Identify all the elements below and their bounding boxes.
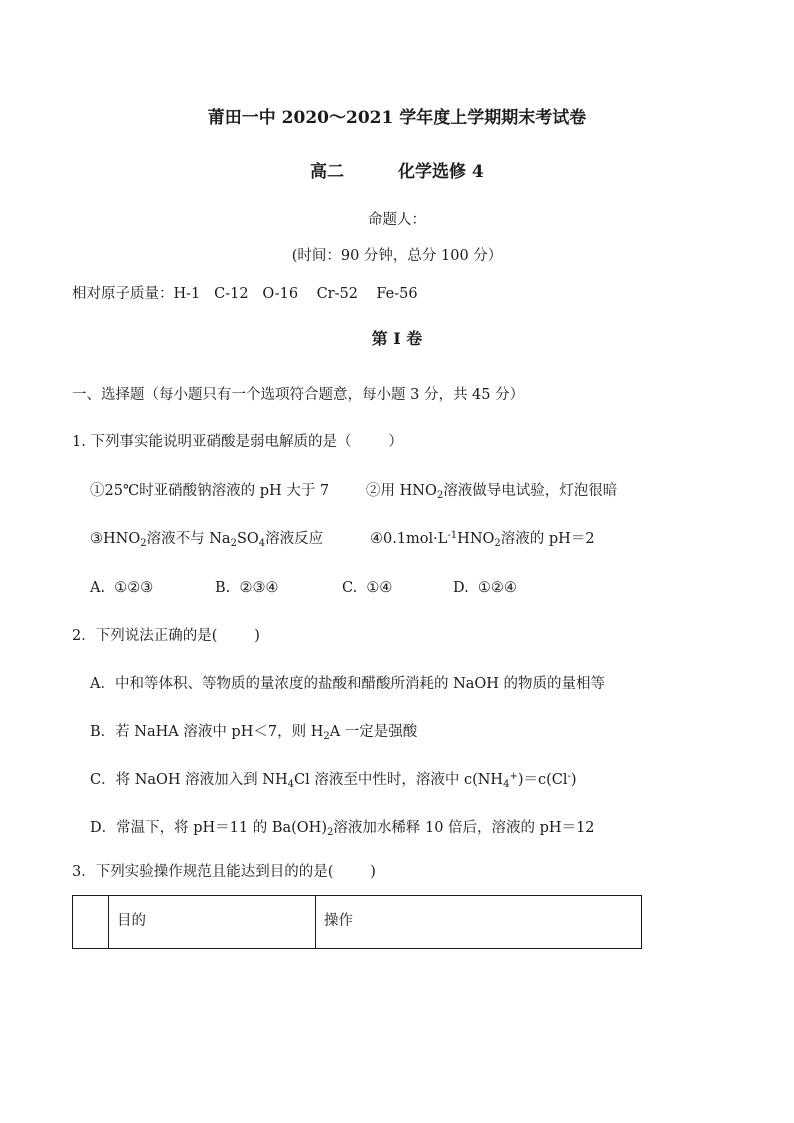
q2-option-c[interactable]: C．将 NaOH 溶液加入到 $NH_4Cl$ 溶液至中性时，溶液中 $c(NH_4^+)=c(Cl^-)$ [90, 771, 577, 790]
q1-option-a[interactable]: A. ①②③ [90, 580, 154, 596]
q1-item-4: $④0.1mol\cdot L^{-1}HNO_2$溶液的 pH＝2 [370, 530, 595, 549]
author-label: 命题人： [368, 212, 426, 228]
q2-option-d[interactable]: D．常温下，将 pH＝11 的 $Ba(OH)_2$溶液加水稀释 10 倍后，溶液的 pH＝12 [90, 820, 595, 838]
grade-label: 高二 [310, 162, 344, 182]
table-header-cell: 目的 [109, 896, 316, 949]
question-3-stem: 3．下列实验操作规范且能达到目的的是( ) [72, 864, 376, 880]
q2-option-b[interactable]: B．若 NaHA 溶液中 pH＜7，则 $H_2A$ 一定是强酸 [90, 724, 418, 742]
q1-item-3: $③HNO_2$溶液不与 $Na_2SO_4$溶液反应 [90, 531, 324, 549]
table-header-cell [73, 896, 109, 949]
question-2-stem: 2．下列说法正确的是( ) [72, 628, 260, 644]
question-1-stem: 1. 下列事实能说明亚硝酸是弱电解质的是（ ） [72, 434, 403, 450]
atomic-masses: 相对原子质量：H-1 C-12 O-16 Cr-52 Fe-56 [72, 286, 418, 302]
table-header-row [73, 896, 642, 949]
q1-option-b[interactable]: B. ②③④ [215, 580, 279, 596]
exam-title: 莆田一中 2020～2021 学年度上学期期末考试卷 [207, 108, 587, 128]
time-info: (时间：90 分钟，总分 100 分） [291, 248, 503, 264]
section-instructions: 一、选择题（每小题只有一个选项符合题意，每小题 3 分，共 45 分） [72, 387, 525, 403]
q1-option-c[interactable]: C. ①④ [342, 580, 393, 596]
table-header-cell: 操作 [316, 896, 642, 949]
experiment-table [72, 895, 642, 949]
q2-option-a[interactable]: A．中和等体积、等物质的量浓度的盐酸和醋酸所消耗的 NaOH 的物质的量相等 [90, 676, 606, 692]
q1-option-d[interactable]: D. ①②④ [453, 580, 517, 596]
section-title: 第 I 卷 [371, 329, 423, 348]
q1-item-2: ②用 $HNO_2$溶液做导电试验，灯泡很暗 [366, 483, 618, 501]
q1-item-1: ①25℃时亚硝酸钠溶液的 pH 大于 7 [90, 483, 330, 499]
subject-label: 化学选修 4 [398, 162, 484, 182]
